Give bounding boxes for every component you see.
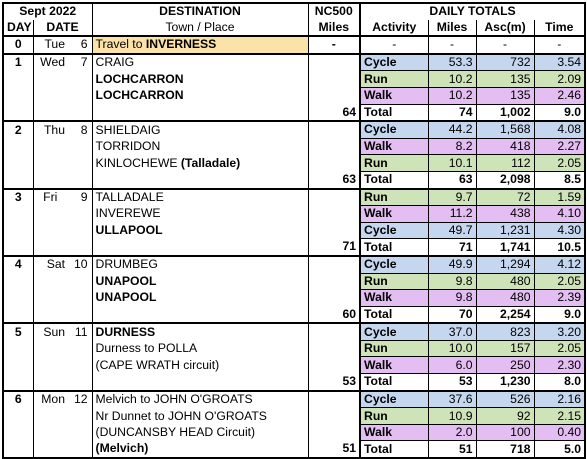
activity-miles: 49.9 bbox=[428, 256, 476, 273]
nc500-miles: 64 bbox=[308, 104, 360, 121]
total-time: 8.5 bbox=[534, 171, 585, 188]
activity-miles: 6.0 bbox=[428, 357, 476, 374]
day-number: 0 bbox=[3, 36, 33, 54]
activity-ascent: 135 bbox=[476, 87, 534, 104]
nc500-miles bbox=[308, 357, 360, 374]
activity-miles: 44.2 bbox=[428, 121, 476, 138]
place-name bbox=[92, 155, 308, 172]
activity-ascent: 135 bbox=[476, 71, 534, 88]
activity-row bbox=[3, 206, 585, 223]
date bbox=[67, 273, 92, 290]
place-name: UNAPOOL bbox=[92, 290, 308, 307]
day-number bbox=[3, 104, 33, 121]
activity-miles: 9.8 bbox=[428, 290, 476, 307]
activity-miles: 37.6 bbox=[428, 391, 476, 408]
place-name: (Melvich) bbox=[92, 441, 308, 458]
nc500-miles bbox=[308, 222, 360, 239]
activity-ascent: 1,568 bbox=[476, 121, 534, 138]
place-name: LOCHCARRON bbox=[92, 87, 308, 104]
activity-time: 2.46 bbox=[534, 87, 585, 104]
weekday bbox=[33, 155, 67, 172]
date bbox=[67, 290, 92, 307]
activity-ascent: 100 bbox=[476, 424, 534, 441]
total-time: 10.5 bbox=[534, 239, 585, 256]
nc500-miles bbox=[308, 87, 360, 104]
place-name bbox=[92, 374, 308, 391]
nc500-miles bbox=[308, 340, 360, 357]
header-row-1 bbox=[3, 3, 585, 20]
day-number bbox=[3, 306, 33, 323]
total-time: 5.0 bbox=[534, 441, 585, 458]
activity-miles: 10.2 bbox=[428, 71, 476, 88]
place-name: (DUNCANSBY HEAD Circuit) bbox=[92, 424, 308, 441]
activity-ascent: 1,294 bbox=[476, 256, 534, 273]
ascent: - bbox=[476, 36, 534, 54]
activity-ascent: 823 bbox=[476, 323, 534, 340]
activity-time: 2.30 bbox=[534, 357, 585, 374]
nc500-miles: 53 bbox=[308, 374, 360, 391]
place-name bbox=[92, 239, 308, 256]
activity-label: Walk bbox=[360, 357, 428, 374]
nc500-miles: 51 bbox=[308, 441, 360, 458]
date: 7 bbox=[67, 54, 92, 71]
date bbox=[67, 374, 92, 391]
activity-label: Walk bbox=[360, 87, 428, 104]
activity-row bbox=[3, 256, 585, 273]
place-name: UNAPOOL bbox=[92, 273, 308, 290]
date bbox=[67, 87, 92, 104]
activity-ascent: 438 bbox=[476, 206, 534, 223]
weekday: Wed bbox=[33, 54, 67, 71]
total-ascent: 2,098 bbox=[476, 171, 534, 188]
activity-ascent: 480 bbox=[476, 290, 534, 307]
activity-label: Run bbox=[360, 408, 428, 425]
nc500-miles: 60 bbox=[308, 306, 360, 323]
weekday bbox=[33, 71, 67, 88]
nc500-miles bbox=[308, 54, 360, 71]
activity-miles: 8.2 bbox=[428, 138, 476, 155]
date: 8 bbox=[67, 121, 92, 138]
date bbox=[67, 206, 92, 223]
nc500-miles bbox=[308, 206, 360, 223]
activity-miles: 9.7 bbox=[428, 189, 476, 206]
day-number bbox=[3, 71, 33, 88]
nc500-miles-header: Miles bbox=[308, 20, 360, 37]
weekday: Tue bbox=[33, 36, 67, 54]
activity-label: Run bbox=[360, 273, 428, 290]
total-row bbox=[3, 104, 585, 121]
activity-label: Cycle bbox=[360, 256, 428, 273]
activity-row bbox=[3, 54, 585, 71]
place-name: TALLADALE bbox=[92, 189, 308, 206]
nc500-miles bbox=[308, 155, 360, 172]
place-name: CRAIG bbox=[92, 54, 308, 71]
activity-row bbox=[3, 138, 585, 155]
total-miles: 74 bbox=[428, 104, 476, 121]
total-row bbox=[3, 441, 585, 458]
day-number bbox=[3, 273, 33, 290]
place-name: SHIELDAIG bbox=[92, 121, 308, 138]
total-miles: 63 bbox=[428, 171, 476, 188]
day-number bbox=[3, 138, 33, 155]
activity-label: Cycle bbox=[360, 121, 428, 138]
activity-row bbox=[3, 340, 585, 357]
weekday: Fri bbox=[33, 189, 67, 206]
place-name: Durness to POLLA bbox=[92, 340, 308, 357]
nc500-miles bbox=[308, 323, 360, 340]
activity-time: 2.05 bbox=[534, 273, 585, 290]
date bbox=[67, 357, 92, 374]
day-number: 2 bbox=[3, 121, 33, 138]
day-number bbox=[3, 171, 33, 188]
activity-label: Run bbox=[360, 189, 428, 206]
weekday bbox=[33, 138, 67, 155]
weekday bbox=[33, 290, 67, 307]
date bbox=[67, 171, 92, 188]
total-label: Total bbox=[360, 441, 428, 458]
day-number bbox=[3, 290, 33, 307]
place-name: INVEREWE bbox=[92, 206, 308, 223]
day-0-row bbox=[3, 36, 585, 54]
time: - bbox=[534, 36, 585, 54]
activity-row bbox=[3, 189, 585, 206]
activity-miles: 10.1 bbox=[428, 155, 476, 172]
weekday bbox=[33, 357, 67, 374]
activity-miles: 10.2 bbox=[428, 87, 476, 104]
activity-time: 4.08 bbox=[534, 121, 585, 138]
activity-miles: 10.0 bbox=[428, 340, 476, 357]
activity-ascent: 92 bbox=[476, 408, 534, 425]
total-label: Total bbox=[360, 239, 428, 256]
activity-row bbox=[3, 71, 585, 88]
activity-row bbox=[3, 391, 585, 408]
day-number bbox=[3, 374, 33, 391]
activity-row bbox=[3, 87, 585, 104]
weekday: Sat bbox=[33, 256, 67, 273]
activity-miles: 37.0 bbox=[428, 323, 476, 340]
activity-miles: 53.3 bbox=[428, 54, 476, 71]
activity-label: Cycle bbox=[360, 391, 428, 408]
place-name: DRUMBEG bbox=[92, 256, 308, 273]
activity-miles: 9.8 bbox=[428, 273, 476, 290]
activity-row bbox=[3, 408, 585, 425]
nc500-miles bbox=[308, 138, 360, 155]
place-name: Nr Dunnet to JOHN O'GROATS bbox=[92, 408, 308, 425]
activity-ascent: 480 bbox=[476, 273, 534, 290]
date bbox=[67, 340, 92, 357]
total-miles: 53 bbox=[428, 374, 476, 391]
total-ascent: 1,002 bbox=[476, 104, 534, 121]
day-number bbox=[3, 222, 33, 239]
activity-label: Cycle bbox=[360, 323, 428, 340]
town-place-header: Town / Place bbox=[92, 20, 308, 37]
activity-row bbox=[3, 273, 585, 290]
weekday: Mon bbox=[33, 391, 67, 408]
activity-row bbox=[3, 121, 585, 138]
total-time: 9.0 bbox=[534, 104, 585, 121]
nc500-miles bbox=[308, 189, 360, 206]
day-number bbox=[3, 441, 33, 458]
weekday bbox=[33, 206, 67, 223]
activity-time: 3.54 bbox=[534, 54, 585, 71]
nc500-miles bbox=[308, 290, 360, 307]
day-number bbox=[3, 87, 33, 104]
total-time: 8.0 bbox=[534, 374, 585, 391]
total-row bbox=[3, 374, 585, 391]
total-label: Total bbox=[360, 171, 428, 188]
activity-ascent: 732 bbox=[476, 54, 534, 71]
activity-time: 3.20 bbox=[534, 323, 585, 340]
activity-header: Activity bbox=[360, 20, 428, 37]
day-header: DAY bbox=[3, 20, 33, 37]
day-number bbox=[3, 424, 33, 441]
total-miles: 71 bbox=[428, 239, 476, 256]
activity-label: Walk bbox=[360, 138, 428, 155]
date: 10 bbox=[67, 256, 92, 273]
total-ascent: 718 bbox=[476, 441, 534, 458]
place-name: Melvich to JOHN O'GROATS bbox=[92, 391, 308, 408]
total-label: Total bbox=[360, 374, 428, 391]
nc500-miles: - bbox=[308, 36, 360, 54]
period-header: Sept 2022 bbox=[3, 3, 92, 20]
nc500-miles bbox=[308, 391, 360, 408]
activity-time: 4.12 bbox=[534, 256, 585, 273]
destination-header: DESTINATION bbox=[92, 3, 308, 20]
activity-label: Run bbox=[360, 155, 428, 172]
nc500-miles bbox=[308, 71, 360, 88]
activity-time: 2.39 bbox=[534, 290, 585, 307]
weekday bbox=[33, 222, 67, 239]
weekday bbox=[33, 273, 67, 290]
activity-time: 0.40 bbox=[534, 424, 585, 441]
total-ascent: 1,741 bbox=[476, 239, 534, 256]
activity-time: 2.27 bbox=[534, 138, 585, 155]
day-number: 5 bbox=[3, 323, 33, 340]
activity-time: 2.15 bbox=[534, 408, 585, 425]
daily-totals-header: DAILY TOTALS bbox=[360, 3, 585, 20]
activity-label: Run bbox=[360, 340, 428, 357]
date bbox=[67, 104, 92, 121]
nc500-miles: 71 bbox=[308, 239, 360, 256]
date bbox=[67, 71, 92, 88]
activity-ascent: 1,231 bbox=[476, 222, 534, 239]
activity-time: 2.16 bbox=[534, 391, 585, 408]
date bbox=[67, 239, 92, 256]
date: 9 bbox=[67, 189, 92, 206]
activity-label: Walk bbox=[360, 206, 428, 223]
date-header: DATE bbox=[33, 20, 92, 37]
activity-time: 4.10 bbox=[534, 206, 585, 223]
activity-time: 4.30 bbox=[534, 222, 585, 239]
date: 12 bbox=[67, 391, 92, 408]
activity-ascent: 418 bbox=[476, 138, 534, 155]
nc500-miles bbox=[308, 256, 360, 273]
weekday: Thu bbox=[33, 121, 67, 138]
activity-miles: 11.2 bbox=[428, 206, 476, 223]
header-row-2 bbox=[3, 20, 585, 37]
activity-row bbox=[3, 290, 585, 307]
activity-label: Cycle bbox=[360, 222, 428, 239]
date bbox=[67, 222, 92, 239]
date bbox=[67, 441, 92, 458]
total-miles: 70 bbox=[428, 306, 476, 323]
place-name: LOCHCARRON bbox=[92, 71, 308, 88]
weekday bbox=[33, 104, 67, 121]
place-name bbox=[92, 104, 308, 121]
activity-miles: 49.7 bbox=[428, 222, 476, 239]
weekday: Sun bbox=[33, 323, 67, 340]
activity-label: Walk bbox=[360, 424, 428, 441]
place-name: DURNESS bbox=[92, 323, 308, 340]
itinerary-table bbox=[2, 2, 586, 459]
place-name: ULLAPOOL bbox=[92, 222, 308, 239]
day-number bbox=[3, 239, 33, 256]
place-name: (CAPE WRATH circuit) bbox=[92, 357, 308, 374]
activity-row bbox=[3, 357, 585, 374]
activity-label: Walk bbox=[360, 290, 428, 307]
activity-miles: 10.9 bbox=[428, 408, 476, 425]
weekday bbox=[33, 340, 67, 357]
activity-ascent: 250 bbox=[476, 357, 534, 374]
day-number: 6 bbox=[3, 391, 33, 408]
activity-ascent: 72 bbox=[476, 189, 534, 206]
activity-row bbox=[3, 323, 585, 340]
date: 6 bbox=[67, 36, 92, 54]
day-number bbox=[3, 340, 33, 357]
weekday bbox=[33, 171, 67, 188]
nc500-miles bbox=[308, 424, 360, 441]
activity-row bbox=[3, 222, 585, 239]
total-row bbox=[3, 171, 585, 188]
weekday bbox=[33, 87, 67, 104]
total-label: Total bbox=[360, 306, 428, 323]
weekday bbox=[33, 424, 67, 441]
day-number: 4 bbox=[3, 256, 33, 273]
weekday bbox=[33, 441, 67, 458]
travel-destination bbox=[92, 36, 308, 54]
date bbox=[67, 424, 92, 441]
weekday bbox=[33, 239, 67, 256]
activity-ascent: 157 bbox=[476, 340, 534, 357]
miles-header: Miles bbox=[428, 20, 476, 37]
place-name bbox=[92, 306, 308, 323]
activity-label: Cycle bbox=[360, 54, 428, 71]
total-row bbox=[3, 306, 585, 323]
activity-label: Run bbox=[360, 71, 428, 88]
place-name-main: KINLOCHEWE bbox=[95, 155, 181, 170]
time-header: Time bbox=[534, 20, 585, 37]
nc500-miles bbox=[308, 408, 360, 425]
nc500-miles bbox=[308, 273, 360, 290]
activity-ascent: 526 bbox=[476, 391, 534, 408]
date: 11 bbox=[67, 323, 92, 340]
nc500-miles bbox=[308, 121, 360, 138]
total-row bbox=[3, 239, 585, 256]
date bbox=[67, 155, 92, 172]
activity-ascent: 112 bbox=[476, 155, 534, 172]
place-name-note: (Talladale) bbox=[180, 155, 241, 170]
date bbox=[67, 408, 92, 425]
day-number bbox=[3, 357, 33, 374]
place-name: TORRIDON bbox=[92, 138, 308, 155]
day-number bbox=[3, 408, 33, 425]
weekday bbox=[33, 374, 67, 391]
date bbox=[67, 306, 92, 323]
activity-time: 1.59 bbox=[534, 189, 585, 206]
activity-row bbox=[3, 424, 585, 441]
total-time: 9.0 bbox=[534, 306, 585, 323]
activity-time: 2.05 bbox=[534, 340, 585, 357]
travel-destination-text: Travel to INVERNESS bbox=[95, 37, 217, 52]
miles: - bbox=[428, 36, 476, 54]
date bbox=[67, 138, 92, 155]
nc500-header: NC500 bbox=[308, 3, 360, 20]
total-miles: 51 bbox=[428, 441, 476, 458]
place-name bbox=[92, 171, 308, 188]
activity: - bbox=[360, 36, 428, 54]
day-number: 3 bbox=[3, 189, 33, 206]
nc500-miles: 63 bbox=[308, 171, 360, 188]
total-ascent: 2,254 bbox=[476, 306, 534, 323]
total-ascent: 1,230 bbox=[476, 374, 534, 391]
asc-header: Asc(m) bbox=[476, 20, 534, 37]
activity-miles: 2.0 bbox=[428, 424, 476, 441]
activity-time: 2.09 bbox=[534, 71, 585, 88]
day-number bbox=[3, 206, 33, 223]
day-number: 1 bbox=[3, 54, 33, 71]
activity-time: 2.05 bbox=[534, 155, 585, 172]
weekday bbox=[33, 306, 67, 323]
day-number bbox=[3, 155, 33, 172]
activity-row bbox=[3, 155, 585, 172]
total-label: Total bbox=[360, 104, 428, 121]
weekday bbox=[33, 408, 67, 425]
